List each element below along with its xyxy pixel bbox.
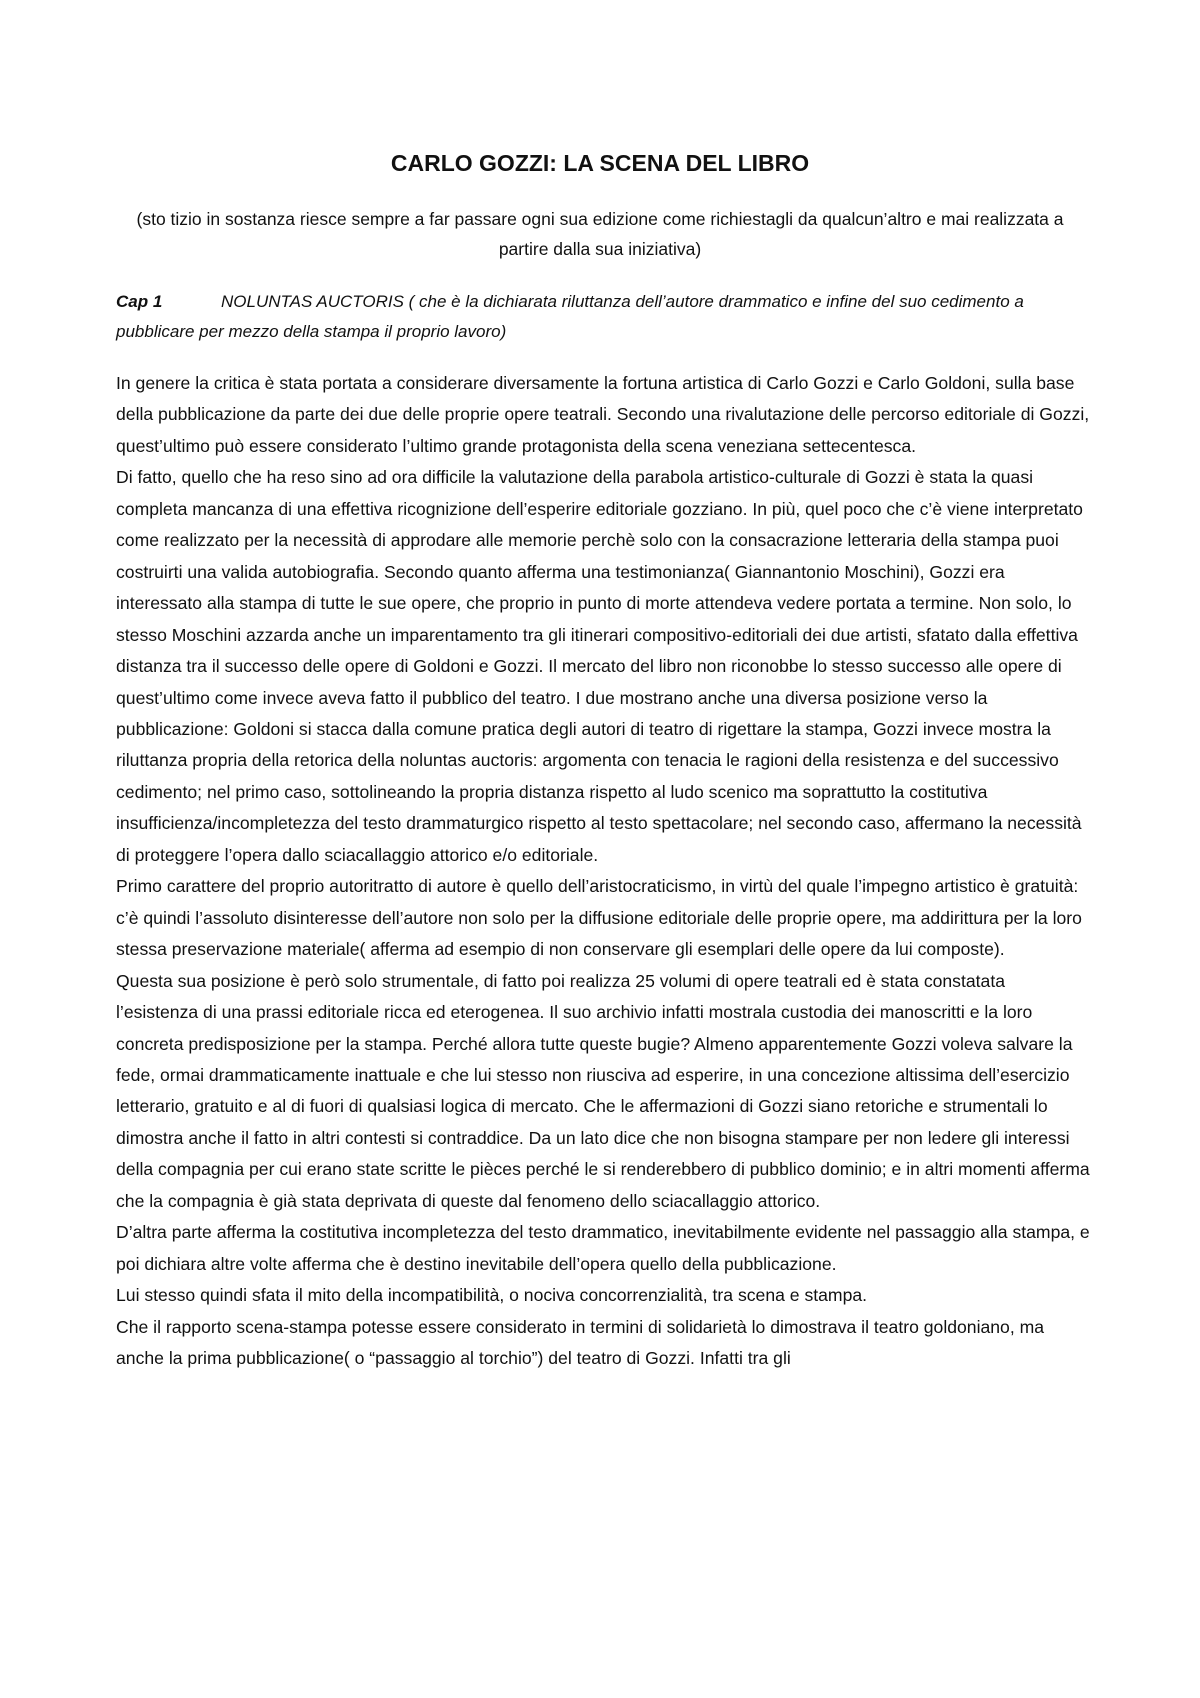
- body-text: [116, 368, 1091, 1375]
- paragraph: Primo carattere del proprio autoritratto di autore è quello dell’aristocraticismo, in virtù del quale l’impegno artistico è gratuità: c’è quindi l’assoluto disinteresse dell’autore non solo per la diffusione editoriale delle proprie opere, ma addirittura per la loro stessa preservazione materiale( afferma ad esempio di non conservare gli esemplari delle opere da lui composte).: [116, 876, 1082, 960]
- paragraph: Questa sua posizione è però solo strumentale, di fatto poi realizza 25 volumi di opere teatrali ed è stata constatata l’esistenza di una prassi editoriale ricca ed eterogenea. Il suo archivio infatti mostrala custodia dei manoscritti e la loro concreta predisposizione per la stampa. Perché allora tutte queste bugie? Almeno apparentemente Gozzi voleva salvare la fede, ormai drammaticamente inattuale e che lui stesso non riusciva ad esperire, in una concezione altissima dell’esercizio letterario, gratuito e al di fuori di qualsiasi logica di mercato. Che le affermazioni di Gozzi siano retoriche e strumentali lo dimostra anche il fatto in altri contesti si contraddice. Da un lato dice che non bisogna stampare per non ledere gli interessi della compagnia per cui erano state scritte le pièces perché le si renderebbero di pubblico dominio; e in altri momenti afferma che la compagnia è già stata deprivata di queste dal fenomeno dello sciacallaggio attorico.: [116, 970, 1090, 1211]
- page-title: CARLO GOZZI: LA SCENA DEL LIBRO: [390, 150, 810, 176]
- chapter-heading: [116, 287, 1086, 347]
- paragraph: In genere la critica è stata portata a considerare diversamente la fortuna artistica di Carlo Gozzi e Carlo Goldoni, sulla base della pubblicazione da parte dei due delle proprie opere teatrali. Secondo una rivalutazione delle percorso editoriale di Gozzi, quest’ultimo può essere considerato l’ultimo grande protagonista della scena veneziana settecentesca.: [116, 373, 1090, 456]
- subtitle: (sto tizio in sostanza riesce sempre a far passare ogni sua edizione come richiestagli da qualcun’altro e mai realizzata a partire dalla sua iniziativa): [136, 209, 1064, 259]
- paragraph: Lui stesso quindi sfata il mito della incompatibilità, o nociva concorrenzialità, tra scena e stampa.: [116, 1285, 868, 1306]
- chapter-label: Cap 1: [116, 292, 163, 311]
- chapter-title: NOLUNTAS AUCTORIS ( che è la dichiarata riluttanza dell’autore drammatico e infine del suo cedimento a pubblicare per mezzo della stampa il proprio lavoro): [116, 292, 1024, 341]
- paragraph: Di fatto, quello che ha reso sino ad ora difficile la valutazione della parabola artistico-culturale di Gozzi è stata la quasi completa mancanza di una effettiva ricognizione dell’esperire editoriale gozziano. In più, quel poco che c’è viene interpretato come realizzato per la necessità di approdare alle memorie perchè solo con la consacrazione letteraria della stampa puoi costruirti una valida autobiografia. Secondo quanto afferma una testimonianza( Giannantonio Moschini), Gozzi era interessato alla stampa di tutte le sue opere, che proprio in punto di morte attendeva vedere portata a termine. Non solo, lo stesso Moschini azzarda anche un imparentamento tra gli itinerari compositivo-editoriali dei due artisti, sfatato dalla effettiva distanza tra il successo delle opere di Goldoni e Gozzi. Il mercato del libro non riconobbe lo stesso successo alle opere di quest’ultimo come invece aveva fatto il pubblico del teatro. I due mostrano anche una diversa posizione verso la pubblicazione: Goldoni si stacca dalla comune pratica degli autori di teatro di rigettare la stampa, Gozzi invece mostra la riluttanza propria della retorica della noluntas auctoris: argomenta con tenacia le ragioni della resistenza e del successivo cedimento; nel primo caso, sottolineando la propria distanza rispetto al ludo scenico ma soprattutto la costitutiva insufficienza/incompletezza del testo drammaturgico rispetto al testo spettacolare; nel secondo caso, affermano la necessità di proteggere l’opera dallo sciacallaggio attorico e/o editoriale.: [116, 467, 1083, 865]
- paragraph: D’altra parte afferma la costitutiva incompletezza del testo drammatico, inevitabilmente evidente nel passaggio alla stampa, e poi dichiara altre volte afferma che è destino inevitabile dell’opera quello della pubblicazione.: [116, 1222, 1090, 1274]
- paragraph: Che il rapporto scena-stampa potesse essere considerato in termini di solidarietà lo dimostrava il teatro goldoniano, ma anche la prima pubblicazione( o “passaggio al torchio”) del teatro di Gozzi. Infatti tra gli: [116, 1316, 1045, 1369]
